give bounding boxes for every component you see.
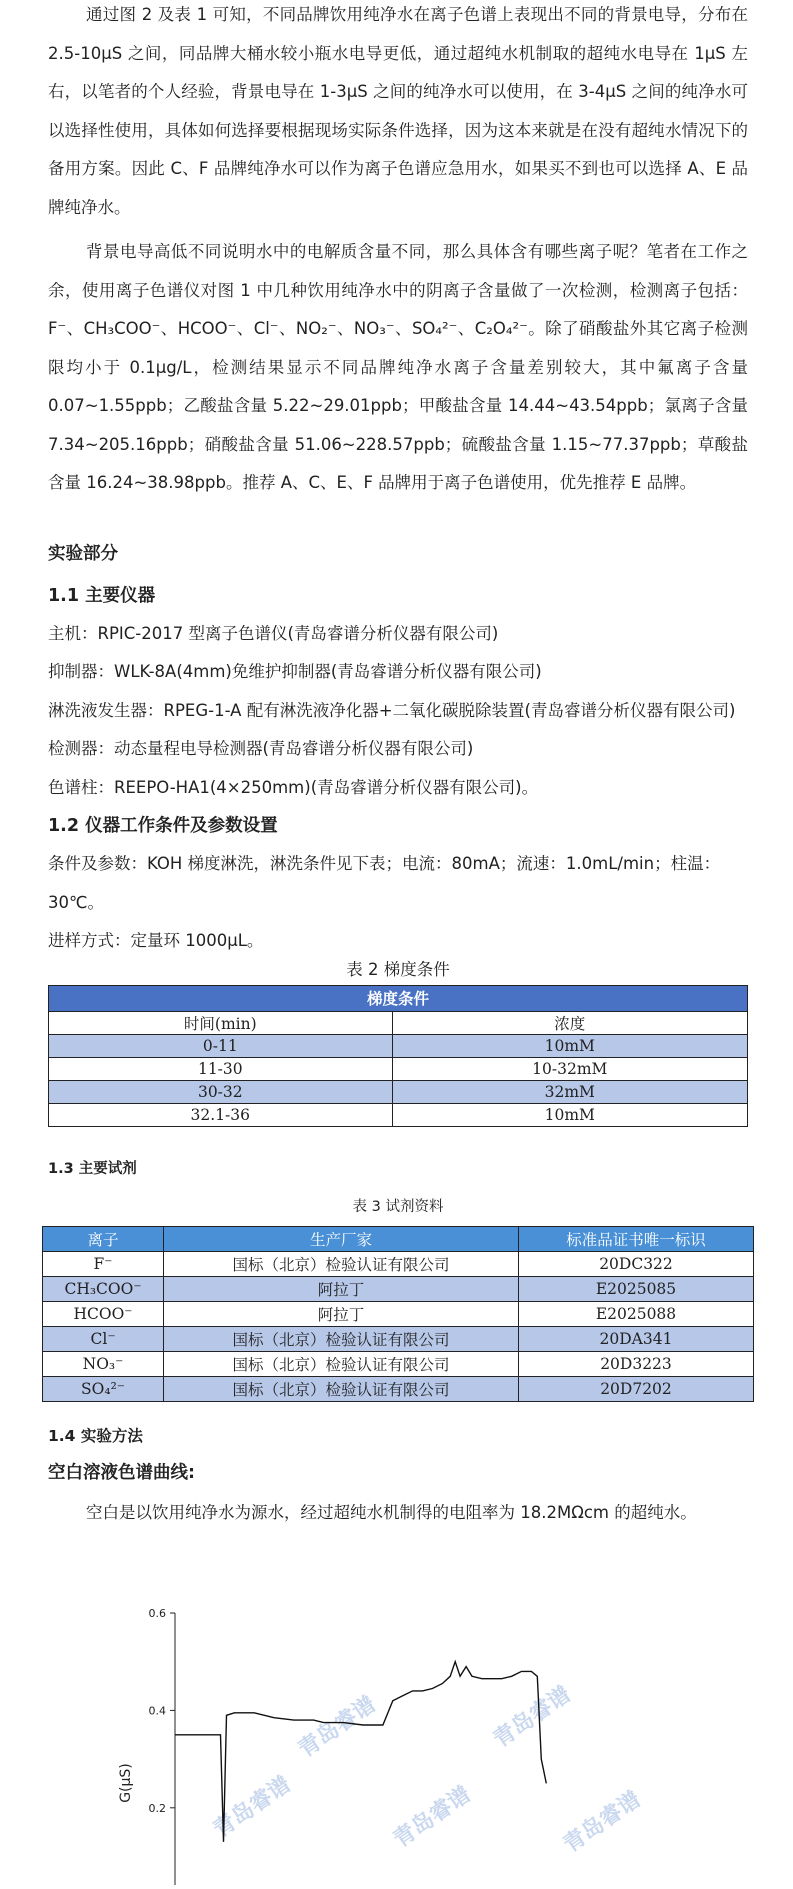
ion-results-text: 。除了硝酸盐外其它离子检测限均小于 0.1μg/L，检测结果显示不同品牌纯净水离子含量差别较大，其中氟离子含量 0.07~1.55ppb；乙酸盐含量 5.22~29.01ppb；甲酸盐含量 14.44~43.54ppb；氯离子含量 7.34~205.16ppb；硝酸盐含量 51.06~228.57ppb；硫酸盐含量 1.15~77.37ppb；草酸盐含量 16.24~38.98ppb。推荐 A、C、E、F 品牌用于离子色谱使用，优先推荐 E 品牌。 [48, 319, 748, 492]
y-tick-label: 0.2 [148, 1801, 166, 1815]
table-row [43, 1326, 754, 1351]
instrument-column: 色谱柱：REEPO-HA1(4×250mm)(青岛睿谱分析仪器有限公司)。 [48, 777, 539, 797]
instrument-eluent-generator: 淋洗液发生器：RPEG-1-A 配有淋洗液净化器+二氧化碳脱除装置(青岛睿谱分析仪器有限公司) [48, 700, 736, 720]
table-cell: 0-11 [49, 1034, 393, 1057]
reagent-table [42, 1226, 754, 1402]
section-1-3-heading: 1.3 主要试剂 [48, 1160, 137, 1177]
table-cell: 20D3223 [519, 1351, 754, 1376]
intro-paragraph-1: 通过图 2 及表 1 可知，不同品牌饮用纯净水在离子色谱上表现出不同的背景电导，分布在 2.5-10μS 之间，同品牌大桶水较小瓶水电导更低，通过超纯水机制取的超纯水电导在 1μS 左右，以笔者的个人经验，背景电导在 1-3μS 之间的纯净水可以使用，在 3-4μS 之间的纯净水可以选择性使用，具体如何选择要根据现场实际条件选择，因为这本来就是在没有超纯水情况下的备用方案。因此 C、F 品牌纯净水可以作为离子色谱应急用水，如果买不到也可以选择 A、E 品牌纯净水。 [48, 5, 748, 217]
table-row [43, 1351, 754, 1376]
table-cell: CH₃COO⁻ [43, 1276, 164, 1301]
table-row [43, 1376, 754, 1401]
y-axis-label: G(μS) [118, 1763, 134, 1803]
table-cell: 20D7202 [519, 1376, 754, 1401]
watermark-text: 青岛睿谱 [209, 1771, 296, 1843]
table-cell: 阿拉丁 [164, 1276, 519, 1301]
watermark-text: 青岛睿谱 [294, 1691, 381, 1763]
table-cell: 国标（北京）检验认证有限公司 [164, 1376, 519, 1401]
table-cell: NO₃⁻ [43, 1351, 164, 1376]
table-cell: F⁻ [43, 1251, 164, 1276]
table-cell: 30-32 [49, 1080, 393, 1103]
reagent-header-ion: 离子 [43, 1226, 164, 1251]
section-1-4-heading: 1.4 实验方法 [48, 1426, 143, 1445]
table-cell: Cl⁻ [43, 1326, 164, 1351]
table-cell: 10-32mM [392, 1057, 747, 1080]
table-row [49, 1080, 748, 1103]
table-cell: 国标（北京）检验认证有限公司 [164, 1351, 519, 1376]
document-page [48, 0, 748, 1532]
table-cell: SO₄²⁻ [43, 1376, 164, 1401]
blank-chromatogram-title: 空白溶液色谱曲线: [48, 1462, 195, 1483]
y-tick-label: 0.4 [148, 1704, 166, 1718]
table-2-caption: 表 2 梯度条件 [346, 959, 450, 979]
y-tick-label: 0.6 [148, 1608, 166, 1620]
working-conditions: 条件及参数：KOH 梯度淋洗，淋洗条件见下表；电流：80mA；流速：1.0mL/min；柱温：30℃。 [48, 854, 721, 912]
gradient-table [48, 985, 748, 1127]
chromatogram-svg [100, 1608, 660, 1885]
reagent-header-cert: 标准品证书唯一标识 [519, 1226, 754, 1251]
table-cell: 阿拉丁 [164, 1301, 519, 1326]
table-row [49, 1034, 748, 1057]
experiment-section-title: 实验部分 [48, 543, 118, 564]
table-cell: 10mM [392, 1034, 747, 1057]
ion-list: F⁻、CH₃COO⁻、HCOO⁻、Cl⁻、NO₂⁻、NO₃⁻、SO₄²⁻、C₂O₄²⁻ [48, 319, 528, 338]
gradient-table-title: 梯度条件 [49, 985, 748, 1011]
table-cell: 10mM [392, 1103, 747, 1126]
gradient-header-conc: 浓度 [392, 1011, 747, 1034]
section-1-1-heading: 1.1 主要仪器 [48, 585, 156, 606]
table-cell: 20DA341 [519, 1326, 754, 1351]
table-row [49, 1057, 748, 1080]
table-cell: 20DC322 [519, 1251, 754, 1276]
table-cell: 11-30 [49, 1057, 393, 1080]
table-row [43, 1301, 754, 1326]
reagent-header-maker: 生产厂家 [164, 1226, 519, 1251]
watermark-text: 青岛睿谱 [559, 1786, 646, 1858]
watermark-text: 青岛睿谱 [389, 1781, 476, 1853]
table-cell: 国标（北京）检验认证有限公司 [164, 1251, 519, 1276]
instrument-detector: 检测器：动态量程电导检测器(青岛睿谱分析仪器有限公司) [48, 739, 474, 758]
table-cell: HCOO⁻ [43, 1301, 164, 1326]
watermark-text: 青岛睿谱 [489, 1681, 576, 1753]
table-row [49, 1103, 748, 1126]
injection-method: 进样方式：定量环 1000μL。 [48, 931, 264, 950]
table-cell: E2025088 [519, 1301, 754, 1326]
instrument-host: 主机：RPIC-2017 型离子色谱仪(青岛睿谱分析仪器有限公司) [48, 623, 499, 643]
table-cell: 32.1-36 [49, 1103, 393, 1126]
blank-chromatogram-chart [100, 1608, 660, 1889]
ion-intro-text: 背景电导高低不同说明水中的电解质含量不同，那么具体含有哪些离子呢？笔者在工作之余，使用离子色谱仪对图 1 中几种饮用纯净水中的阴离子含量做了一次检测，检测离子包括： [48, 242, 748, 300]
section-1-2-heading: 1.2 仪器工作条件及参数设置 [48, 816, 278, 836]
intro-paragraph-2 [48, 233, 748, 503]
instrument-suppressor: 抑制器：WLK-8A(4mm)免维护抑制器(青岛睿谱分析仪器有限公司) [48, 662, 542, 681]
table-cell: 32mM [392, 1080, 747, 1103]
gradient-header-time: 时间(min) [49, 1011, 393, 1034]
table-3-caption: 表 3 试剂资料 [352, 1198, 444, 1215]
table-cell: 国标（北京）检验认证有限公司 [164, 1326, 519, 1351]
table-row [43, 1251, 754, 1276]
table-cell: E2025085 [519, 1276, 754, 1301]
table-row [43, 1276, 754, 1301]
blank-description: 空白是以饮用纯净水为源水，经过超纯水机制得的电阻率为 18.2MΩcm 的超纯水。 [86, 1502, 697, 1522]
